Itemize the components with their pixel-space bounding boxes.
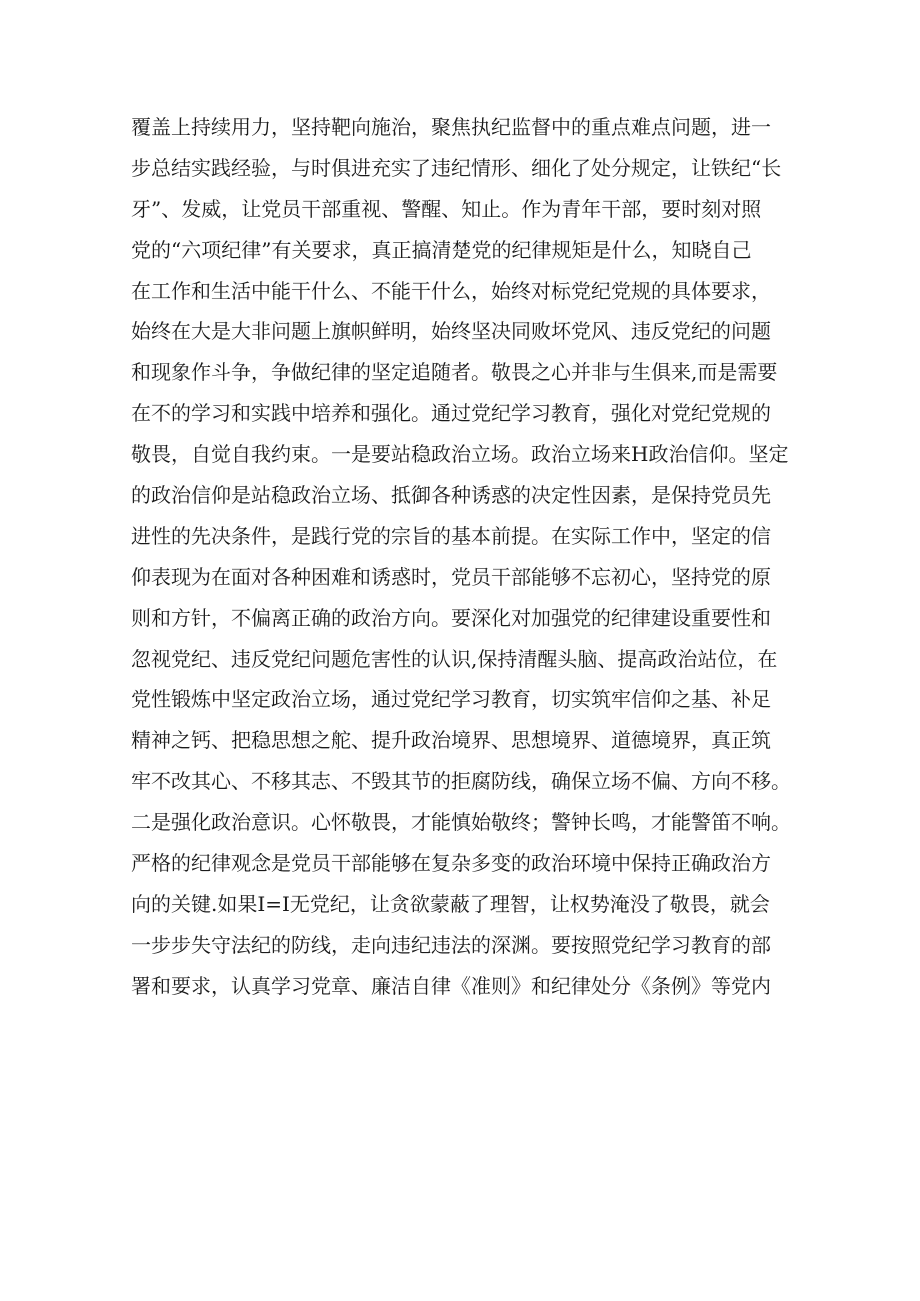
- text-line: 和现象作斗争，争做纪律的坚定追随者。敬畏之心并非与生俱来,而是需要: [131, 360, 778, 385]
- text-line: 署和要求，认真学习党章、廉洁自律《准则》和纪律处分《条例》等党内: [131, 973, 771, 998]
- text-line: 精神之钙、把稳思想之舵、提升政治境界、思想境界、道德境界，真正筑: [131, 728, 771, 753]
- body-paragraph: [131, 107, 811, 1007]
- text-line: 党的“六项纪律”有关要求，真正搞清楚党的纪律规矩是什么，知晓自己: [131, 237, 752, 262]
- text-line: 忽视党纪、违反党纪问题危害性的认识,保持清醒头脑、提高政治站位，在: [131, 646, 778, 671]
- text-line: 进性的先决条件，是践行党的宗旨的基本前提。在实际工作中，坚定的信: [131, 523, 771, 548]
- text-line: 在工作和生活中能干什么、不能干什么，始终对标党纪党规的具体要求，: [131, 278, 771, 303]
- text-line: 步总结实践经验，与时俱进充实了违纪情形、细化了处分规定，让铁纪“长: [131, 155, 782, 180]
- text-line: 始终在大是大非问题上旗帜鲜明，始终坚决同败坏党风、违反党纪的问题: [131, 319, 771, 344]
- text-line: 牙”、发威，让党员干部重视、警醒、知止。作为青年干部，要时刻对照: [131, 196, 762, 221]
- text-line: 一步步失守法纪的防线，走向违纪违法的深渊。要按照党纪学习教育的部: [131, 932, 771, 957]
- text-line: 二是强化政治意识。心怀敬畏，才能慎始敬终；警钟长鸣，才能警笛不响。: [131, 810, 791, 835]
- text-line: 敬畏，自觉自我约束。一是要站稳政治立场。政治立场来H政治信仰。坚定: [131, 442, 789, 467]
- text-line: 党性锻炼中坚定政治立场，通过党纪学习教育，切实筑牢信仰之基、补足: [131, 687, 771, 712]
- text-line: 仰表现为在面对各种困难和诱惑时，党员干部能够不忘初心，坚持党的原: [131, 564, 771, 589]
- text-line: 的政治信仰是站稳政治立场、抵御各种诱惑的决定性因素，是保持党员先: [131, 483, 771, 508]
- text-line: 严格的纪律观念是党员干部能够在复杂多变的政治环境中保持正确政治方: [131, 851, 771, 876]
- text-line: 覆盖上持续用力，坚持靶向施治，聚焦执纪监督中的重点难点问题，进一: [131, 115, 771, 139]
- text-line: 向的关键.如果I=I无党纪，让贪欲蒙蔽了理智，让权势淹没了敬畏，就会: [131, 891, 770, 916]
- text-line: 牢不改其心、不移其志、不毁其节的拒腐防线，确保立场不偏、方向不移。: [131, 769, 791, 794]
- text-line: 则和方针，不偏离正确的政治方向。要深化对加强党的纪律建设重要性和: [131, 605, 771, 630]
- text-line: 在不的学习和实践中培养和强化。通过党纪学习教育，强化对党纪党规的: [131, 401, 771, 426]
